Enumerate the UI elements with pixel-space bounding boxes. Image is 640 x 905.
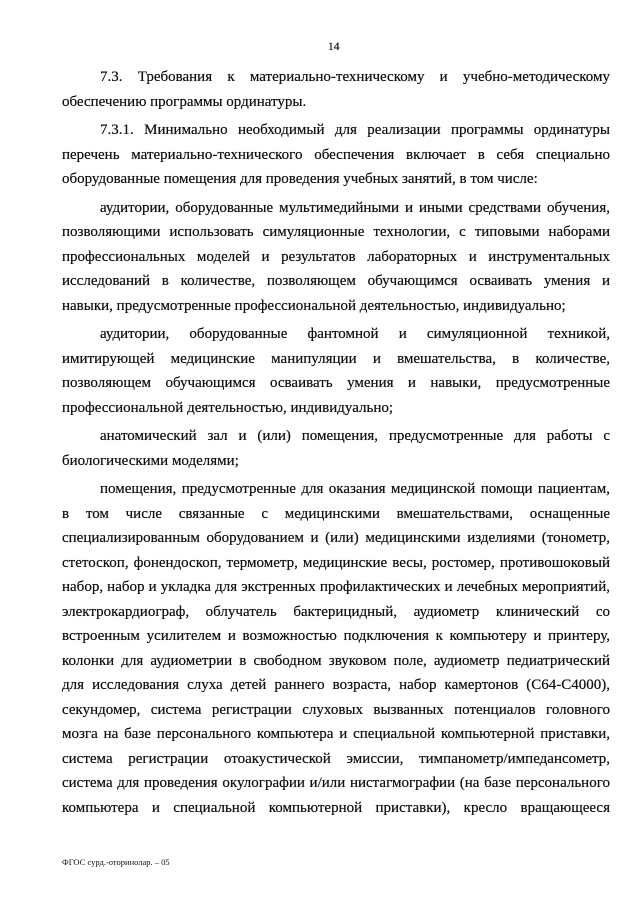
text-line: биологическими моделями; — [62, 452, 239, 469]
text-line: электрокардиограф, облучатель бактерицидный, аудиометр клинический со — [62, 603, 610, 620]
text-line: компьютера и специальной компьютерной приставки), кресло вращающееся — [62, 799, 610, 816]
text-line: обеспечению программы ординатуры. — [62, 93, 307, 110]
text-line: специализированным оборудованием и (или) медицинскими изделиями (тонометр, — [62, 530, 610, 546]
text-line: анатомический зал и (или) помещения, предусмотренные для работы с — [100, 428, 610, 444]
document-body — [62, 65, 610, 820]
text-line: исследований в количестве, позволяющем обучающимся осваивать умения и — [62, 273, 610, 289]
item-anatomical-hall — [62, 424, 610, 473]
text-line: секундомер, система регистрации слуховых вызванных потенциалов головного — [62, 701, 610, 718]
item-medical-care-premises — [62, 477, 610, 820]
text-line: для исследования слуха детей раннего возраста, набор камертонов (C64-C4000), — [62, 677, 610, 693]
text-line: встроенным усилителем и возможностью подключения к компьютеру и принтеру, — [62, 628, 610, 644]
text-line: в том числе связанные с медицинскими вмешательствами, оснащенные — [62, 505, 610, 522]
section-heading-7-3 — [62, 65, 610, 114]
text-line: профессиональной деятельностью, индивидуально; — [62, 399, 394, 416]
text-line: стетоскоп, фонендоскоп, термометр, медицинские весы, ростомер, противошоковый — [62, 554, 610, 571]
text-line: навыки, предусмотренные профессиональной деятельностью, индивидуально; — [62, 297, 566, 314]
text-line: оборудованные помещения для проведения учебных занятий, в том числе: — [62, 171, 538, 187]
text-line: система для проведения окулографии и/или нистагмографии (на базе персонального — [62, 775, 610, 791]
text-line: 7.3.1. Минимально необходимый для реализации программы ординатуры — [100, 122, 610, 138]
text-line: аудитории, оборудованные фантомной и симуляционной техникой, — [100, 326, 610, 342]
item-phantom-simulation-classrooms — [62, 322, 610, 420]
item-multimedia-classrooms — [62, 196, 610, 319]
text-line: помещения, предусмотренные для оказания медицинской помощи пациентам, — [100, 481, 610, 497]
document-footer-code: ФГОС сурд.-оторинолар. – 05 — [62, 857, 170, 867]
text-line: колонки для аудиометрии в свободном звуковом поле, аудиометр педиатрический — [62, 652, 610, 669]
text-line: аудитории, оборудованные мультимедийными и иными средствами обучения, — [100, 199, 610, 216]
text-line: позволяющем обучающимся осваивать умения и навыки, предусмотренные — [62, 375, 610, 391]
paragraph-7-3-1 — [62, 118, 610, 192]
text-line: имитирующей медицинские манипуляции и вмешательства, в количестве, — [62, 350, 610, 367]
text-line: 7.3. Требования к материально-техническому и учебно-методическому — [100, 69, 610, 85]
text-line: профессиональных моделей и результатов лабораторных и инструментальных — [62, 248, 610, 265]
text-line: система регистрации отоакустической эмиссии, тимпанометр/импедансометр, — [62, 750, 610, 767]
text-line: позволяющими использовать симуляционные технологии, с типовыми наборами — [62, 224, 610, 240]
text-line: мозга на базе персонального компьютера и специальной компьютерной приставки, — [62, 726, 610, 742]
page-number: 14 — [328, 41, 340, 53]
text-line: набор, набор и укладка для экстренных профилактических и лечебных мероприятий, — [62, 579, 610, 595]
text-line: перечень материально-технического обеспечения включает в себя специально — [62, 146, 610, 163]
